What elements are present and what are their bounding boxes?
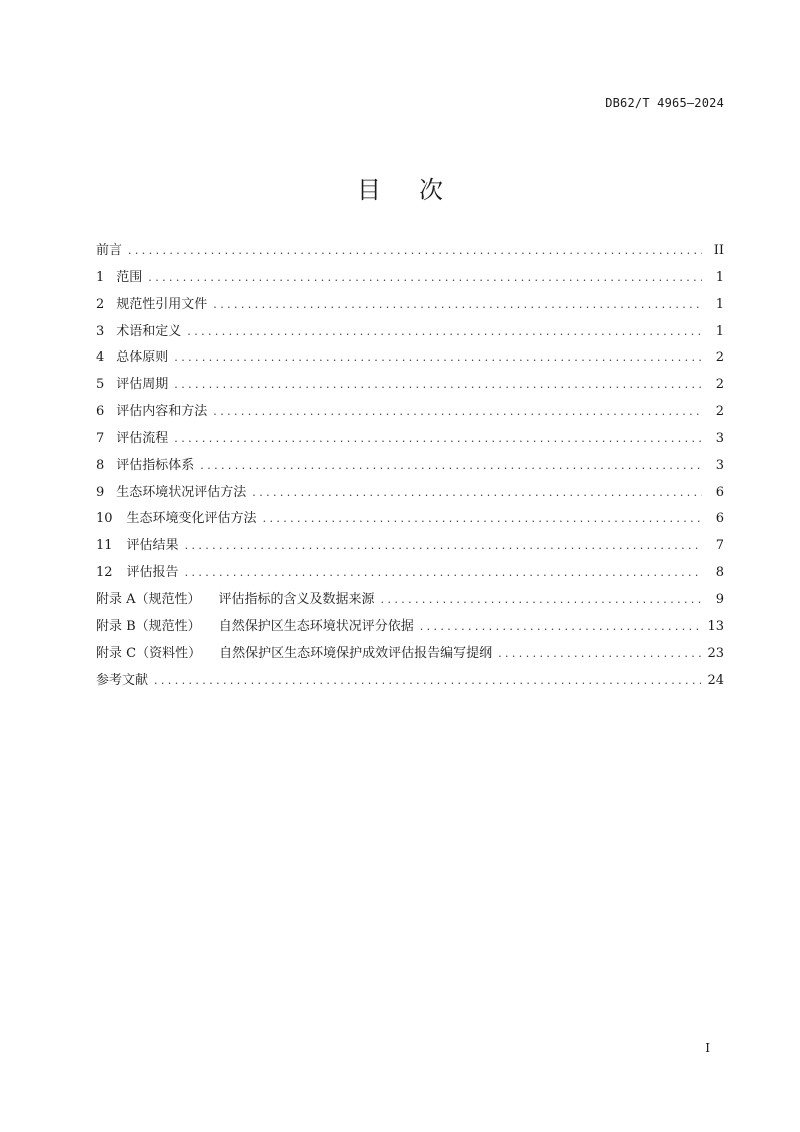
toc-entry-number: 10 bbox=[96, 511, 113, 527]
toc-entry-10[interactable] bbox=[96, 510, 724, 537]
toc-entry-2[interactable] bbox=[96, 296, 724, 323]
toc-dot-leader bbox=[213, 296, 702, 314]
toc-dot-leader bbox=[213, 403, 702, 421]
toc-entry-4[interactable] bbox=[96, 349, 724, 376]
toc-dot-leader bbox=[187, 323, 702, 341]
toc-entry-page: 1 bbox=[715, 323, 724, 339]
toc-entry-6[interactable] bbox=[96, 403, 724, 430]
toc-entry-page: 13 bbox=[707, 618, 724, 634]
toc-entry-label: 参考文献 bbox=[96, 672, 149, 688]
toc-dot-leader bbox=[174, 430, 702, 448]
toc-entry-label: 评估指标的含义及数据来源 bbox=[218, 591, 375, 607]
toc-dot-leader bbox=[148, 269, 702, 287]
toc-entry-number: 5 bbox=[96, 377, 105, 393]
toc-entry-page: 2 bbox=[715, 377, 724, 393]
toc-appendix-prefix: 附录 C（资料性） bbox=[96, 645, 202, 661]
toc-entry-label: 总体原则 bbox=[116, 350, 169, 366]
toc-entry-3[interactable] bbox=[96, 323, 724, 350]
toc-entry-number: 3 bbox=[96, 323, 105, 339]
toc-entry-appendix-a[interactable] bbox=[96, 591, 724, 618]
toc-entry-number: 6 bbox=[96, 404, 105, 420]
toc-entry-label: 评估指标体系 bbox=[116, 457, 195, 473]
toc-entry-label: 自然保护区生态环境保护成效评估报告编写提纲 bbox=[219, 645, 493, 661]
toc-entry-page: 2 bbox=[715, 404, 724, 420]
toc-entry-page: II bbox=[713, 243, 724, 258]
toc-entry-9[interactable] bbox=[96, 484, 724, 511]
toc-entry-number: 7 bbox=[96, 430, 105, 446]
toc-appendix-prefix: 附录 A（规范性） bbox=[96, 591, 201, 607]
toc-entry-page: 7 bbox=[715, 538, 724, 554]
toc-entry-label: 范围 bbox=[116, 269, 143, 285]
toc-entry-page: 3 bbox=[715, 457, 724, 473]
toc-entry-page: 3 bbox=[715, 430, 724, 446]
toc-entry-number: 9 bbox=[96, 484, 105, 500]
toc-entry-label: 前言 bbox=[96, 243, 123, 258]
toc-dot-leader bbox=[174, 349, 702, 367]
toc-entry-appendix-c[interactable] bbox=[96, 645, 724, 672]
toc-entry-11[interactable] bbox=[96, 537, 724, 564]
toc-entry-5[interactable] bbox=[96, 376, 724, 403]
toc-entry-label: 自然保护区生态环境状况评分依据 bbox=[218, 618, 414, 634]
toc-dot-leader bbox=[154, 672, 701, 690]
toc-dot-leader bbox=[185, 564, 702, 582]
toc-dot-leader bbox=[498, 645, 701, 663]
table-of-contents bbox=[96, 242, 724, 698]
toc-entry-label: 评估结果 bbox=[126, 538, 179, 554]
toc-dot-leader bbox=[174, 376, 702, 394]
toc-entry-appendix-b[interactable] bbox=[96, 618, 724, 645]
toc-entry-label: 术语和定义 bbox=[116, 323, 182, 339]
page-title: 目次 bbox=[357, 176, 481, 204]
toc-entry-page: 23 bbox=[707, 645, 724, 661]
toc-entry-foreword[interactable] bbox=[96, 242, 724, 269]
toc-entry-page: 9 bbox=[715, 591, 724, 607]
toc-entry-number: 8 bbox=[96, 457, 105, 473]
toc-dot-leader bbox=[420, 618, 702, 636]
toc-dot-leader bbox=[200, 457, 702, 475]
page-number: I bbox=[705, 1041, 710, 1055]
toc-entry-7[interactable] bbox=[96, 430, 724, 457]
toc-entry-page: 8 bbox=[715, 565, 724, 581]
toc-entry-12[interactable] bbox=[96, 564, 724, 591]
document-code: DB62/T 4965—2024 bbox=[605, 96, 724, 110]
toc-entry-label: 评估流程 bbox=[116, 430, 169, 446]
toc-entry-8[interactable] bbox=[96, 457, 724, 484]
toc-entry-label: 规范性引用文件 bbox=[116, 296, 208, 312]
toc-entry-number: 11 bbox=[96, 538, 113, 554]
toc-entry-page: 1 bbox=[715, 269, 724, 285]
toc-entry-number: 2 bbox=[96, 296, 105, 312]
toc-dot-leader bbox=[185, 537, 702, 555]
toc-entry-label: 评估周期 bbox=[116, 377, 169, 393]
toc-entry-label: 评估报告 bbox=[126, 565, 179, 581]
toc-entry-number: 4 bbox=[96, 350, 105, 366]
toc-dot-leader bbox=[381, 591, 702, 609]
toc-entry-page: 6 bbox=[715, 511, 724, 527]
toc-entry-label: 生态环境状况评估方法 bbox=[116, 484, 247, 500]
toc-appendix-prefix: 附录 B（规范性） bbox=[96, 618, 201, 634]
toc-entry-number: 1 bbox=[96, 269, 105, 285]
toc-dot-leader bbox=[128, 242, 702, 260]
toc-entry-page: 2 bbox=[715, 350, 724, 366]
toc-entry-1[interactable] bbox=[96, 269, 724, 296]
toc-entry-page: 1 bbox=[715, 296, 724, 312]
toc-entry-references[interactable] bbox=[96, 672, 724, 699]
toc-dot-leader bbox=[263, 510, 702, 528]
toc-dot-leader bbox=[252, 484, 702, 502]
toc-entry-page: 6 bbox=[715, 484, 724, 500]
toc-entry-label: 生态环境变化评估方法 bbox=[126, 511, 257, 527]
toc-entry-number: 12 bbox=[96, 565, 113, 581]
toc-entry-page: 24 bbox=[707, 672, 724, 688]
toc-entry-label: 评估内容和方法 bbox=[116, 404, 208, 420]
